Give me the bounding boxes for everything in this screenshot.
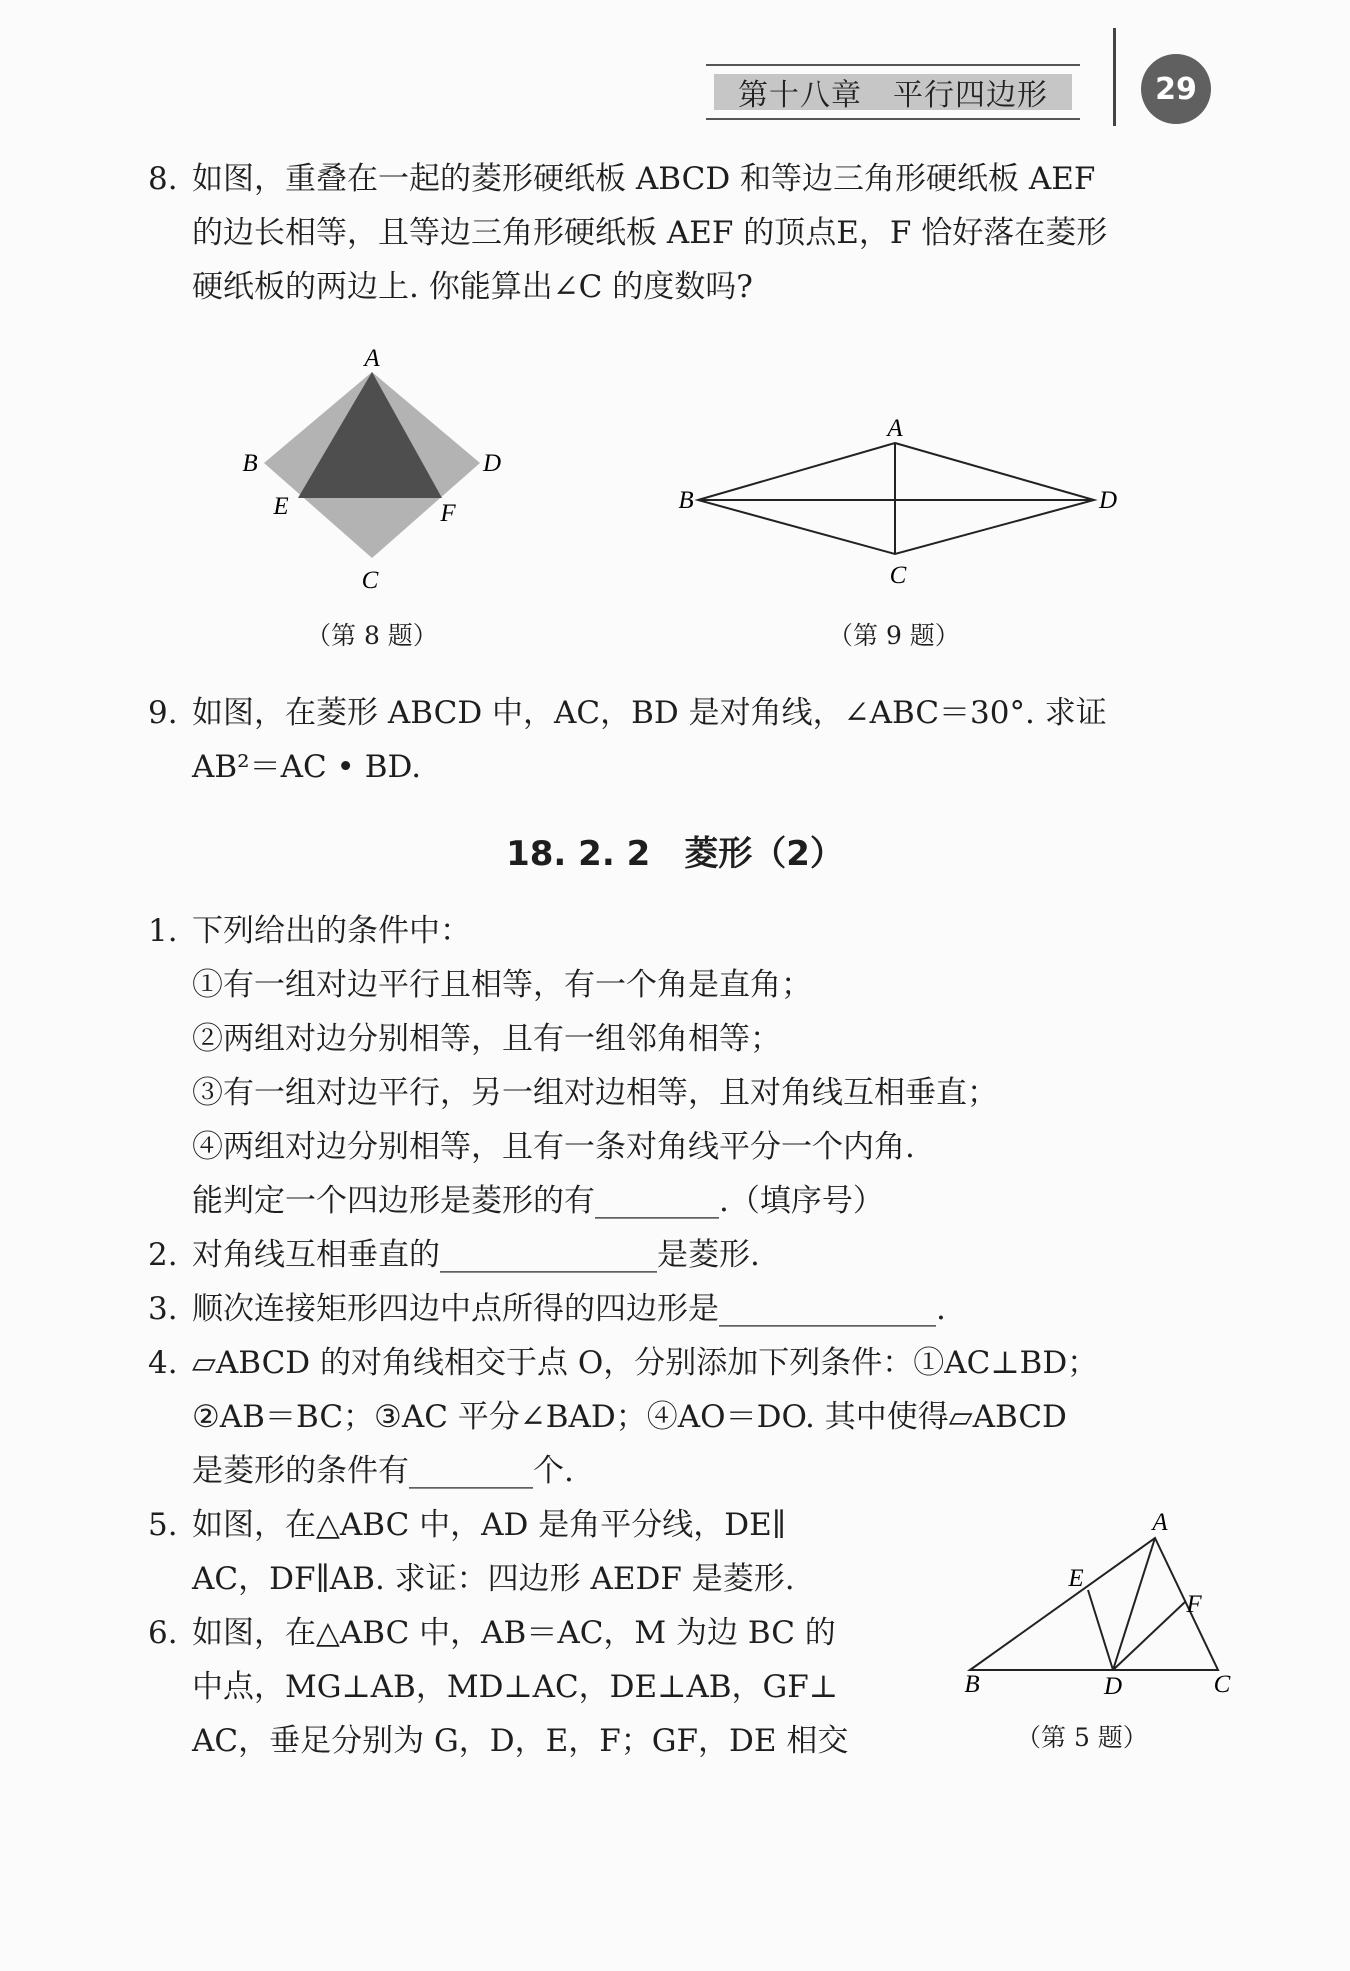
fig8-label-c: C	[361, 567, 379, 594]
figure-5-triangle	[950, 1500, 1240, 1700]
exercise-6-line-1: 6. 如图，在△ABC 中，AB＝AC，M 为边 BC 的	[148, 1615, 836, 1651]
exercise-4-line-1: 4. ▱ABCD 的对角线相交于点 O，分别添加下列条件：①AC⊥BD；	[148, 1345, 1099, 1381]
figure-8-rhombus-triangle	[230, 340, 510, 600]
fig5-label-b: B	[964, 1671, 980, 1698]
fig5-label-f: F	[1186, 1591, 1202, 1618]
header-divider	[1113, 28, 1116, 126]
triangle-abc	[970, 1538, 1218, 1670]
fig8-label-d: D	[482, 450, 502, 477]
page-number: 29	[1141, 54, 1211, 124]
problem-8-line-3: 硬纸板的两边上. 你能算出∠C 的度数吗?	[192, 269, 753, 305]
exercise-5-line-1: 5. 如图，在△ABC 中，AD 是角平分线，DE∥	[148, 1507, 787, 1543]
figure-9-rhombus	[670, 410, 1130, 595]
fig9-label-b: B	[678, 487, 694, 514]
problem-9-line-2: AB²＝AC • BD.	[192, 749, 422, 785]
exercise-4-line-2: ②AB＝BC；③AC 平分∠BAD；④AO＝DO. 其中使得▱ABCD	[192, 1399, 1067, 1435]
exercise-5-line-2: AC，DF∥AB. 求证：四边形 AEDF 是菱形.	[192, 1561, 795, 1597]
exercise-1-intro: 1. 下列给出的条件中：	[148, 913, 471, 949]
problem-8-line-2: 的边长相等，且等边三角形硬纸板 AEF 的顶点E，F 恰好落在菱形	[192, 215, 1108, 251]
fig8-label-f: F	[440, 500, 456, 527]
fig5-label-e: E	[1068, 1565, 1084, 1592]
fig5-label-d: D	[1103, 1673, 1123, 1700]
exercise-1-question: 能判定一个四边形是菱形的有________.（填序号）	[192, 1183, 884, 1219]
exercise-4-line-3: 是菱形的条件有________个.	[192, 1453, 574, 1489]
exercise-1-option-4: ④两组对边分别相等，且有一条对角线平分一个内角.	[192, 1129, 915, 1165]
section-title: 18. 2. 2 菱形（2）	[506, 834, 844, 874]
fig9-label-c: C	[889, 562, 907, 589]
chapter-header	[706, 64, 1080, 120]
exercise-2: 2. 对角线互相垂直的______________是菱形.	[148, 1237, 760, 1273]
exercise-6-line-2: 中点，MG⊥AB，MD⊥AC，DE⊥AB，GF⊥	[192, 1669, 838, 1705]
problem-9-line-1: 9. 如图，在菱形 ABCD 中，AC，BD 是对角线，∠ABC＝30°. 求证	[148, 695, 1107, 731]
fig9-label-d: D	[1098, 487, 1118, 514]
chapter-title: 第十八章 平行四边形	[714, 74, 1072, 110]
figure-8-caption: （第 8 题）	[306, 621, 438, 650]
fig5-label-a: A	[1152, 1509, 1168, 1536]
fig9-label-a: A	[887, 415, 903, 442]
exercise-6-line-3: AC，垂足分别为 G，D，E，F；GF，DE 相交	[192, 1723, 849, 1759]
problem-8-line-1: 8. 如图，重叠在一起的菱形硬纸板 ABCD 和等边三角形硬纸板 AEF	[148, 161, 1096, 197]
segment-ed	[1088, 1590, 1113, 1670]
exercise-3: 3. 顺次连接矩形四边中点所得的四边形是______________.	[148, 1291, 946, 1327]
exercise-1-option-3: ③有一组对边平行，另一组对边相等，且对角线互相垂直；	[192, 1075, 998, 1111]
figure-9-caption: （第 9 题）	[828, 621, 960, 650]
exercise-1-option-1: ①有一组对边平行且相等，有一个角是直角；	[192, 967, 812, 1003]
figure-5-caption: （第 5 题）	[1016, 1723, 1148, 1752]
exercise-1-option-2: ②两组对边分别相等，且有一组邻角相等；	[192, 1021, 781, 1057]
fig8-label-e: E	[273, 493, 289, 520]
fig8-label-b: B	[242, 450, 258, 477]
fig8-label-a: A	[364, 345, 380, 372]
fig5-label-c: C	[1213, 1671, 1231, 1698]
